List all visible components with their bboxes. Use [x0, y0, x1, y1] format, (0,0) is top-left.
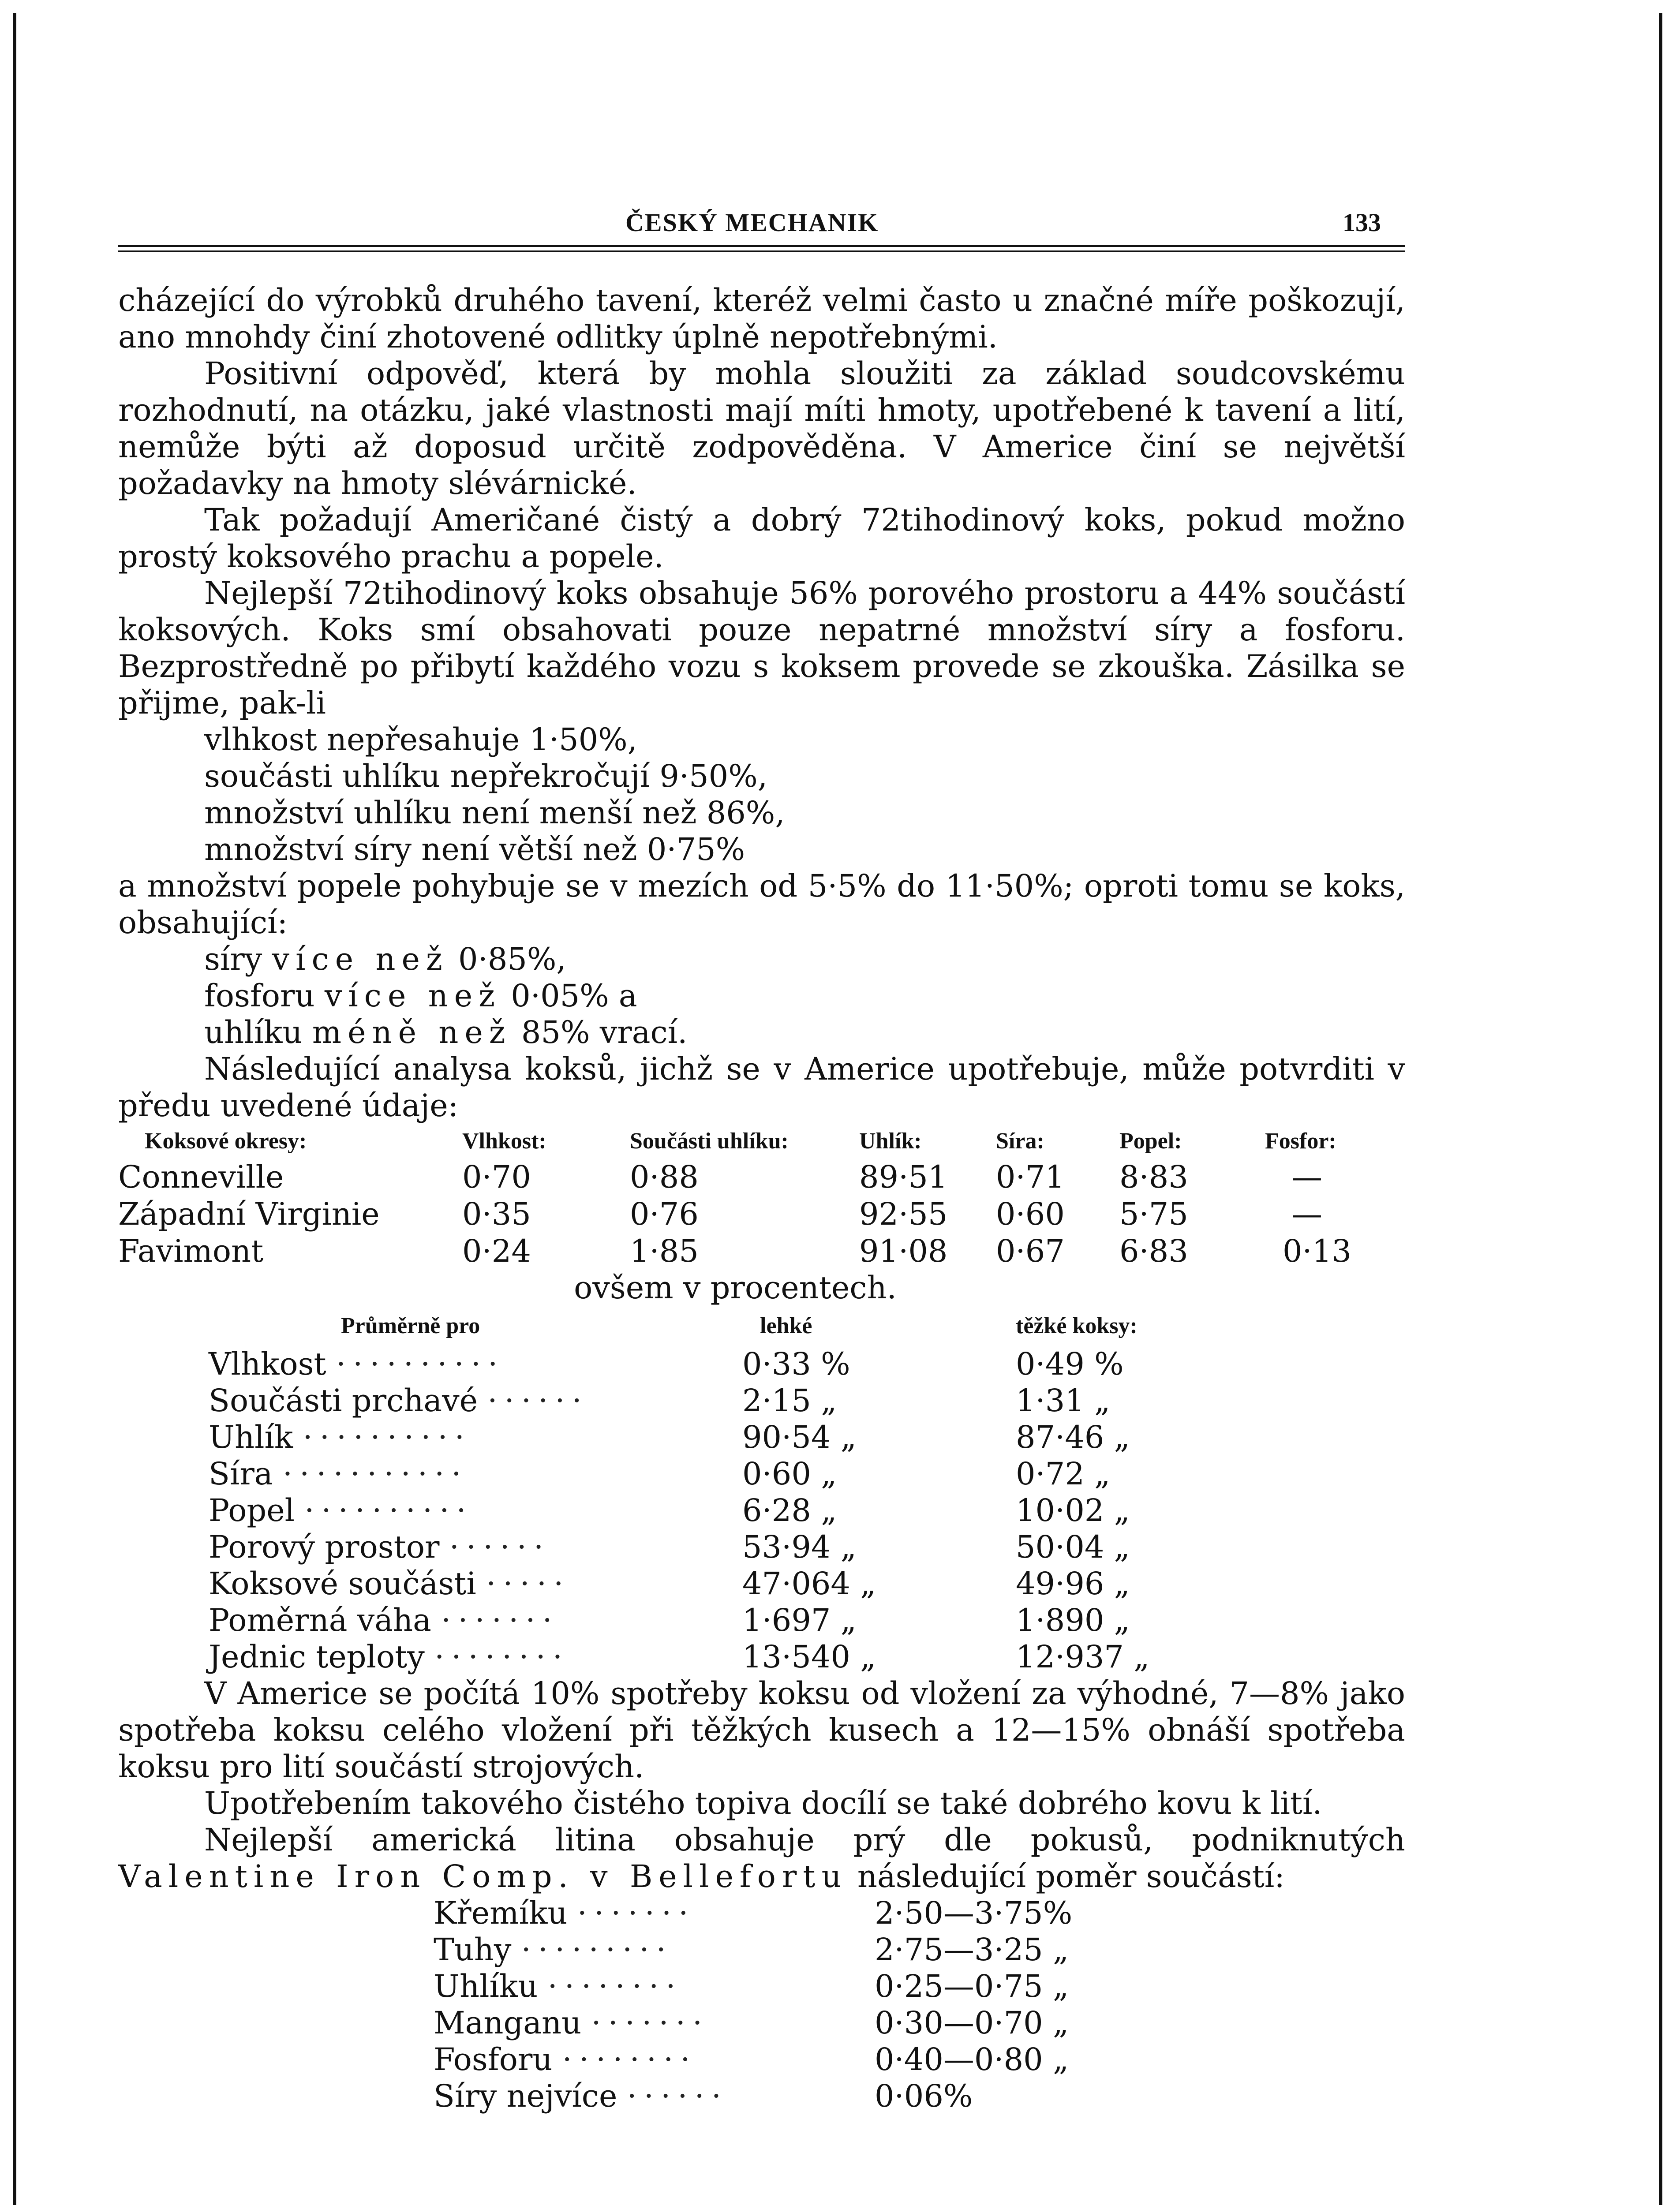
table-row: Síry nejvíce ······ 0·06%	[434, 2078, 973, 2114]
column-header: Síra:	[996, 1129, 1044, 1154]
condition-item: množství uhlíku není menší než 86%,	[204, 795, 785, 831]
condition-item: součásti uhlíku nepřekročují 9·50%,	[204, 758, 767, 794]
column-header: Součásti uhlíku:	[630, 1129, 789, 1154]
column-header: Fosfor:	[1265, 1129, 1336, 1154]
page-number: 133	[1343, 208, 1381, 237]
table-row: Západní Virginie 0·35 0·76 92·55 0·60 5·75 —	[118, 1196, 1322, 1232]
coke-analysis-table	[118, 1124, 1405, 1270]
table-row: Popel ·········· 6·28 „ 10·02 „	[209, 1492, 1130, 1529]
paragraph: V Americe se počítá 10% spotřeby koksu od vložení za výhodné, 7—8% jako spotřeba koksu celého vložení při těžkých kusech a 12—15% obnáší spotřeba koksu pro lití součástí strojových.	[118, 1675, 1405, 1785]
table-row: Manganu ······· 0·30—0·70 „	[434, 2005, 1069, 2041]
article-body	[118, 282, 1405, 2115]
table-row: Tuhy ········· 2·75—3·25 „	[434, 1932, 1069, 1968]
acceptance-conditions	[118, 721, 1405, 868]
table-row: Poměrná váha ······· 1·697 „ 1·890 „	[209, 1602, 1130, 1638]
table-header-row: Průměrně pro lehké těžké koksy:	[341, 1313, 1137, 1338]
table-row: Uhlíku ········ 0·25—0·75 „	[434, 1968, 1069, 2004]
column-header: Koksové okresy:	[145, 1129, 307, 1154]
header-rule	[118, 245, 1405, 247]
condition-item: fosforu více než 0·05% a	[204, 978, 637, 1014]
table-row: Síra ··········· 0·60 „ 0·72 „	[209, 1456, 1111, 1492]
condition-item: množství síry není větší než 0·75%	[204, 831, 745, 867]
paragraph: Nejlepší 72tihodinový koks obsahuje 56% porového prostoru a 44% součástí koksových. Koks smí obsahovati pouze nepatrné množství síry a fosforu. Bezprostředně po přibytí každého vozu s koksem provede se zkouška. Zásilka se přijme, pak-li	[118, 575, 1405, 721]
paragraph: Následující analysa koksů, jichž se v Americe upotřebuje, může potvrditi v předu uvedené údaje:	[118, 1051, 1405, 1124]
table-row: Jednic teploty ········ 13·540 „ 12·937 „	[209, 1639, 1150, 1675]
rejection-conditions	[118, 941, 1405, 1051]
column-header: Uhlík:	[859, 1129, 922, 1154]
condition-item: síry více než 0·85%,	[204, 941, 566, 977]
table-row: Uhlík ·········· 90·54 „ 87·46 „	[209, 1419, 1130, 1455]
table-row: Vlhkost ·········· 0·33 % 0·49 %	[209, 1346, 1124, 1382]
table-row: Křemíku ······· 2·50—3·75%	[434, 1895, 1073, 1931]
table-row: Porový prostor ······ 53·94 „ 50·04 „	[209, 1529, 1130, 1565]
paragraph: cházející do výrobků druhého tavení, kteréž velmi často u značné míře poškozují, ano mnohdy činí zhotovené odlitky úplně nepotřebnými.	[118, 282, 1405, 355]
running-header	[118, 201, 1405, 236]
header-rule-thin	[118, 250, 1405, 252]
column-header: Popel:	[1119, 1129, 1182, 1154]
table-row: Součásti prchavé ······ 2·15 „ 1·31 „	[209, 1383, 1111, 1419]
table-row: Favimont 0·24 1·85 91·08 0·67 6·83 0·13	[118, 1233, 1351, 1269]
paragraph: Positivní odpověď, která by mohla sloužiti za základ soudcovskému rozhodnutí, na otázku, jaké vlastnosti mají míti hmoty, upotřebené k tavení a lití, nemůže býti až doposud určitě zodpověděna. V Americe činí se největší požadavky na hmoty slévárnické.	[118, 355, 1405, 501]
paragraph: Upotřebením takového čistého topiva docílí se také dobrého kovu k lití.	[204, 1785, 1322, 1821]
condition-item: uhlíku méně než 85% vrací.	[204, 1014, 688, 1050]
table-row: Koksové součásti ····· 47·064 „ 49·96 „	[209, 1566, 1130, 1602]
page	[118, 0, 1405, 2205]
paragraph: a množství popele pohybuje se v mezích od 5·5% do 11·50%; oproti tomu se koks, obsahující:	[118, 868, 1405, 941]
table-header-row	[118, 1124, 1405, 1159]
average-values-table	[209, 1306, 1245, 1675]
table-note: ovšem v procentech.	[574, 1270, 897, 1306]
condition-item: vlhkost nepřesahuje 1·50%,	[204, 721, 637, 758]
column-header: Vlhkost:	[462, 1129, 546, 1154]
iron-composition-table	[434, 1895, 1072, 2115]
journal-title: ČESKÝ MECHANIK	[625, 208, 879, 237]
table-row: Fosforu ········ 0·40—0·80 „	[434, 2041, 1069, 2078]
paragraph: Tak požadují Američané čistý a dobrý 72tihodinový koks, pokud možno prostý koksového prachu a popele.	[118, 502, 1405, 575]
paragraph: Nejlepší americká litina obsahuje prý dle pokusů, podniknutých Valentine Iron Comp. v Bellefortu následující poměr součástí:	[118, 1822, 1405, 1895]
table-row: Conneville 0·70 0·88 89·51 0·71 8·83 —	[118, 1159, 1322, 1195]
company-name: Valentine Iron Comp. v Bellefortu	[118, 1858, 848, 1895]
